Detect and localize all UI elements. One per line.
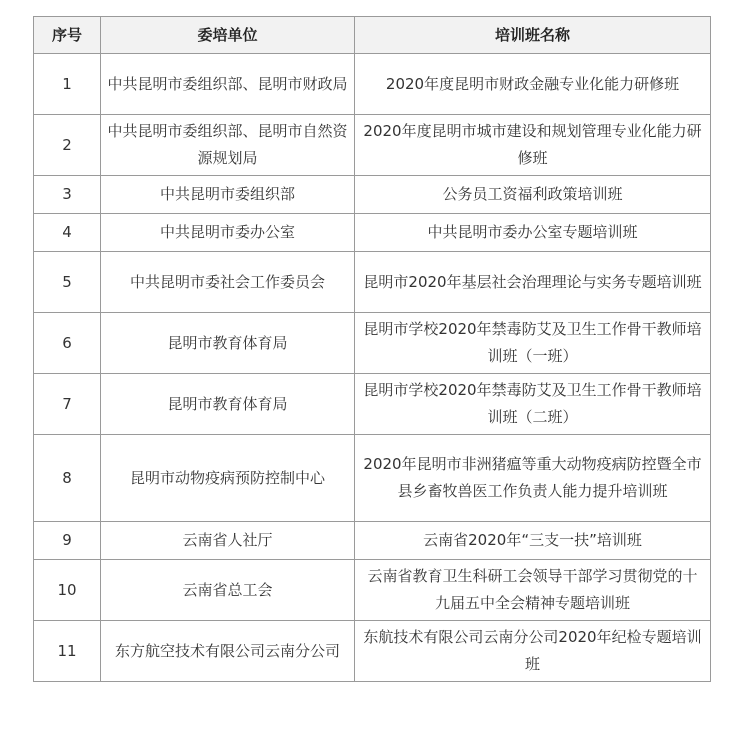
row-serial-number: 10 — [34, 560, 101, 621]
row-class-name: 昆明市学校2020年禁毒防艾及卫生工作骨干教师培训班（一班） — [355, 313, 711, 374]
row-serial-number: 1 — [34, 54, 101, 115]
row-commissioning-unit: 中共昆明市委办公室 — [101, 214, 355, 252]
row-commissioning-unit: 云南省总工会 — [101, 560, 355, 621]
row-serial-number: 3 — [34, 176, 101, 214]
row-commissioning-unit: 昆明市教育体育局 — [101, 313, 355, 374]
table-row — [34, 252, 711, 313]
row-class-name: 2020年度昆明市城市建设和规划管理专业化能力研修班 — [355, 115, 711, 176]
row-serial-number: 7 — [34, 374, 101, 435]
row-commissioning-unit: 东方航空技术有限公司云南分公司 — [101, 621, 355, 682]
row-class-name: 2020年昆明市非洲猪瘟等重大动物疫病防控暨全市县乡畜牧兽医工作负责人能力提升培训班 — [355, 435, 711, 522]
training-class-table — [33, 16, 711, 682]
row-serial-number: 11 — [34, 621, 101, 682]
row-commissioning-unit: 中共昆明市委组织部、昆明市自然资源规划局 — [101, 115, 355, 176]
row-serial-number: 4 — [34, 214, 101, 252]
row-serial-number: 8 — [34, 435, 101, 522]
table-row — [34, 374, 711, 435]
row-commissioning-unit: 昆明市动物疫病预防控制中心 — [101, 435, 355, 522]
row-commissioning-unit: 中共昆明市委组织部 — [101, 176, 355, 214]
row-serial-number: 6 — [34, 313, 101, 374]
row-commissioning-unit: 中共昆明市委组织部、昆明市财政局 — [101, 54, 355, 115]
row-class-name: 昆明市2020年基层社会治理理论与实务专题培训班 — [355, 252, 711, 313]
table-row — [34, 214, 711, 252]
row-commissioning-unit: 云南省人社厅 — [101, 522, 355, 560]
row-serial-number: 2 — [34, 115, 101, 176]
header-class-name: 培训班名称 — [355, 17, 711, 54]
row-class-name: 中共昆明市委办公室专题培训班 — [355, 214, 711, 252]
table-row — [34, 560, 711, 621]
row-serial-number: 9 — [34, 522, 101, 560]
header-commissioning-unit: 委培单位 — [101, 17, 355, 54]
row-commissioning-unit: 中共昆明市委社会工作委员会 — [101, 252, 355, 313]
row-class-name: 云南省2020年“三支一扶”培训班 — [355, 522, 711, 560]
table-row — [34, 176, 711, 214]
row-serial-number: 5 — [34, 252, 101, 313]
table-row — [34, 522, 711, 560]
row-class-name: 昆明市学校2020年禁毒防艾及卫生工作骨干教师培训班（二班） — [355, 374, 711, 435]
table-row — [34, 435, 711, 522]
table-row — [34, 621, 711, 682]
row-class-name: 公务员工资福利政策培训班 — [355, 176, 711, 214]
table-row — [34, 54, 711, 115]
table-header-row — [34, 17, 711, 54]
table-row — [34, 313, 711, 374]
table-row — [34, 115, 711, 176]
row-commissioning-unit: 昆明市教育体育局 — [101, 374, 355, 435]
row-class-name: 东航技术有限公司云南分公司2020年纪检专题培训班 — [355, 621, 711, 682]
header-serial-number: 序号 — [34, 17, 101, 54]
row-class-name: 2020年度昆明市财政金融专业化能力研修班 — [355, 54, 711, 115]
row-class-name: 云南省教育卫生科研工会领导干部学习贯彻党的十九届五中全会精神专题培训班 — [355, 560, 711, 621]
